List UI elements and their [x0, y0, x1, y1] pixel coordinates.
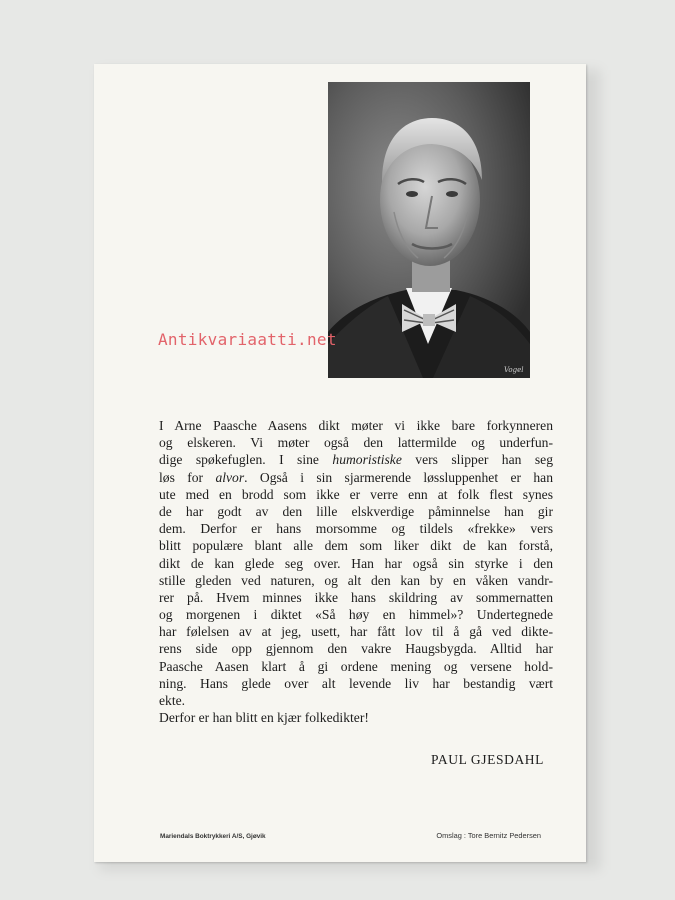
cover-design-credit: Omslag : Tore Bernitz Pedersen [436, 831, 541, 840]
blurb-line: blitt populære blant alle dem som liker dikt de kan forstå, [159, 538, 553, 554]
photo-signature: Vogel [504, 366, 524, 374]
blurb-line: løs for alvor. Også i sin sjarmerende løssluppenhet er han [159, 469, 553, 485]
blurb-line: ekte. [159, 693, 186, 708]
book-back-cover [94, 64, 586, 862]
blurb-line: I Arne Paasche Aasens dikt møter vi ikke bare forkynneren [159, 418, 553, 433]
blurb-closing-line: Derfor er han blitt en kjær folkedikter! [159, 710, 369, 726]
blurb-text [159, 417, 553, 726]
author-signature: PAUL GJESDAHL [431, 752, 544, 767]
blurb-line: dem. Derfor er hans morsomme og tildels «frekke» vers [159, 521, 553, 537]
blurb-line: stille gleden ved naturen, og alt den kan by en våken vandr- [159, 572, 553, 588]
emphasis-word: humoristiske [332, 452, 402, 468]
blurb-line: de har godt av den lille elskverdige påminnelse han gir [159, 503, 553, 519]
blurb-line: rens side opp gjennom den vakre Haugsbygda. Alltid har [159, 641, 553, 657]
blurb-line: har følelsen av at jeg, usett, har fått lov til å gå ved dikte- [159, 624, 553, 640]
blurb-line: dige spøkefuglen. I sine humoristiske vers slipper han seg [159, 452, 553, 468]
blurb-line: og elskeren. Vi møter også den lattermilde og underfun- [159, 435, 553, 451]
blurb-line: og morgenen i diktet «Så høy en himmel»? Undertegnede [159, 607, 553, 623]
emphasis-word: alvor [215, 469, 245, 485]
blurb-line: ute med en brodd som ikke er verre enn at folk flest synes [159, 486, 553, 502]
watermark-text: Antikvariaatti.net [158, 330, 337, 349]
blurb-line: dikt de kan glede seg over. Han har også sin styrke i den [159, 555, 553, 571]
blurb-line: ning. Hans glede over alt levende liv har bestandig vært [159, 675, 553, 691]
printer-imprint: Mariendals Boktrykkeri A/S, Gjøvik [160, 833, 266, 840]
blurb-line: Paasche Aasen klart å gi ordene mening og versene hold- [159, 658, 553, 674]
blurb-line: rer på. Hvem minnes ikke hans skildring av sommernatten [159, 589, 553, 605]
author-portrait [328, 82, 530, 378]
